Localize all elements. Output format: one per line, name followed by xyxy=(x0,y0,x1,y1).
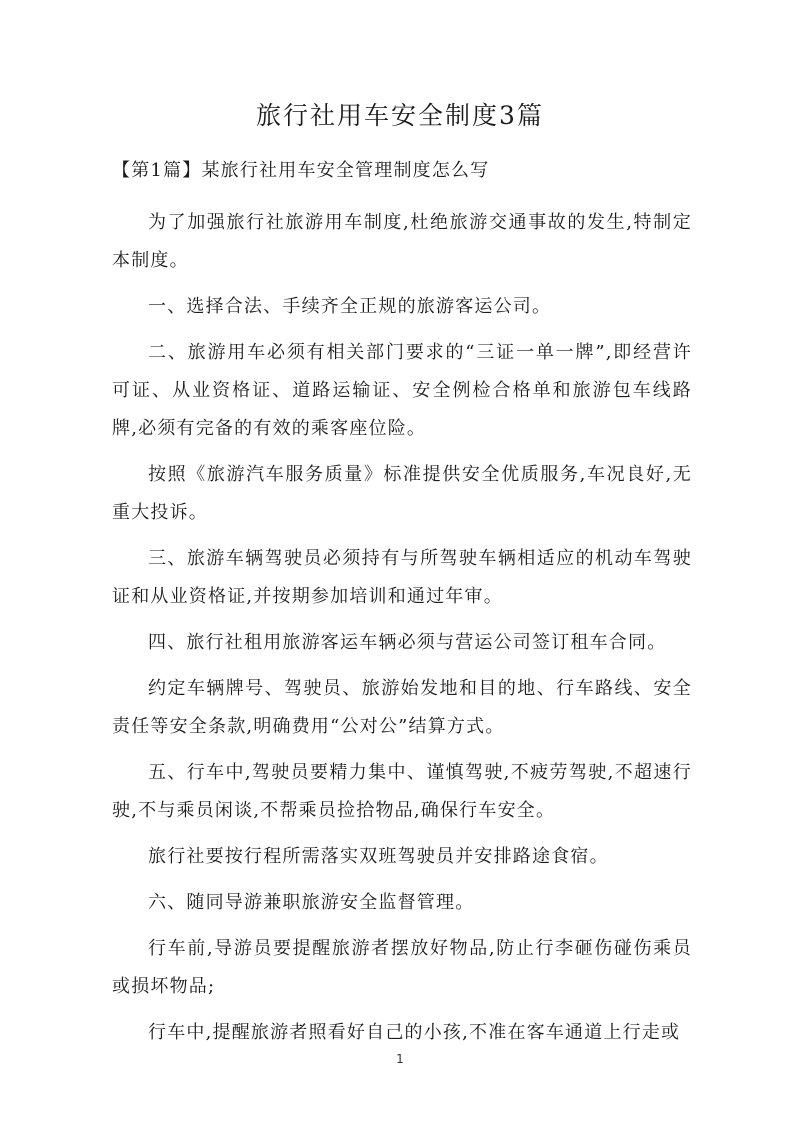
paragraph: 六、随同导游兼职旅游安全监督管理。 xyxy=(148,892,475,913)
section-heading: 【第1篇】某旅行社用车安全管理制度怎么写 xyxy=(112,160,490,181)
document-title: 旅行社用车安全制度3篇 xyxy=(256,101,544,130)
paragraph: 二、旅游用车必须有相关部门要求的“三证一单一牌”,即经营许可证、从业资格证、道路运输证、安全例检合格单和旅游包车线路牌,必须有完备的有效的乘客座位险。 xyxy=(112,342,692,439)
paragraph: 三、旅游车辆驾驶员必须持有与所驾驶车辆相适应的机动车驾驶证和从业资格证,并按期参加培训和通过年审。 xyxy=(112,548,692,607)
paragraph: 旅行社要按行程所需落实双班驾驶员并安排路途食宿。 xyxy=(148,846,609,867)
paragraph: 四、旅行社租用旅游客运车辆必须与营运公司签订租车合同。 xyxy=(148,632,667,653)
paragraph: 一、选择合法、手续齐全正规的旅游客运公司。 xyxy=(148,296,552,317)
paragraph: 约定车辆牌号、驾驶员、旅游始发地和目的地、行车路线、安全责任等安全条款,明确费用“公对公”结算方式。 xyxy=(112,678,692,737)
paragraph: 行车前,导游员要提醒旅游者摆放好物品,防止行李砸伤碰伤乘员或损坏物品; xyxy=(112,938,692,997)
page-number: 1 xyxy=(396,1052,404,1066)
document-body xyxy=(112,152,692,1060)
paragraph: 行车中,提醒旅游者照看好自己的小孩,不准在客车通道上行走或 xyxy=(148,1022,681,1043)
paragraph: 按照《旅游汽车服务质量》标准提供安全优质服务,车况良好,无重大投诉。 xyxy=(112,464,692,523)
paragraph: 五、行车中,驾驶员要精力集中、谨慎驾驶,不疲劳驾驶,不超速行驶,不与乘员闲谈,不帮乘员捡拾物品,确保行车安全。 xyxy=(112,762,692,821)
paragraph: 为了加强旅行社旅游用车制度,杜绝旅游交通事故的发生,特制定本制度。 xyxy=(112,212,692,271)
